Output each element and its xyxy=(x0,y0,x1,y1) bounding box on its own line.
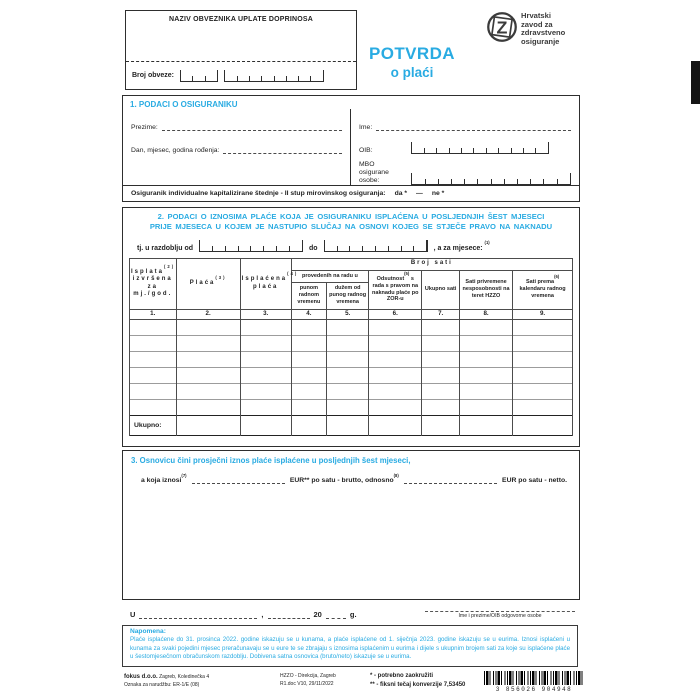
payer-name-box xyxy=(125,10,357,90)
payer-name-box-title: NAZIV OBVEZNIKA UPLATE DOPRINOSA xyxy=(168,16,314,23)
footnote-double-asterisk: ** - fiksni tečaj konverzije 7,53450 xyxy=(370,681,466,688)
footnote-8-marker: (8) xyxy=(393,472,399,478)
svg-text:Z: Z xyxy=(496,17,508,38)
ime-label: Ime: xyxy=(359,124,373,131)
mbo-label-line1: MBO xyxy=(359,161,375,168)
section-1-podaci-o-osiguraniku xyxy=(122,95,580,202)
printer-order-code: Oznaka za narudžbu: ER-1/E (08) xyxy=(124,682,200,688)
table-row xyxy=(130,335,573,351)
footnote-4-marker: (4) xyxy=(287,271,299,276)
logo-text-line: zdravstveno xyxy=(521,28,566,38)
col-number: 2. xyxy=(176,309,240,319)
kapitalizirana-stednja-row xyxy=(123,185,579,201)
table-row xyxy=(130,351,573,367)
col-placa-header: Plaća$^{(3)}$ xyxy=(176,258,240,309)
ukupno-row xyxy=(130,415,573,435)
section-2-heading xyxy=(123,208,579,233)
napomena-label: Napomena: xyxy=(130,628,166,635)
netto-blank-line xyxy=(404,475,497,484)
footnote-2-marker: (2) xyxy=(164,263,176,269)
razdoblje-row xyxy=(137,240,579,252)
section-1-left-column xyxy=(123,109,351,185)
razdoblje-od-field xyxy=(199,240,303,252)
napomena-text: Plaće isplaćene do 31. prosinca 2022. godine iskazuju se u kunama, a plaće isplaćene od 1. siječnja 2023. godine iskazuju se u eurima. Iznosi isplaćeni u kunama za svaki pojedini mjesec preračunavaju se u eure te se zbrajaju s iznosima isplaćenim u eurima i dijele s ukupnim brojem sati za koje su isplaćene plaće u šestomjesečnom obračunskom razdoblju. Dobivena satna osnovica (bruto/neto) iskazuje se u eurima. xyxy=(130,636,570,661)
signature-caption: Ime i prezime/OIB odgovorne osobe xyxy=(458,613,542,619)
broj-obveze-label: Broj obveze: xyxy=(132,72,175,79)
col-isplata-header: Isplata$^{(2)}$ izvršena za mj./god. xyxy=(130,258,177,309)
footnote-7-marker: (7) xyxy=(181,472,187,478)
col-ukupno-sati-header: Ukupno sati xyxy=(422,270,460,309)
section-1-right-column xyxy=(351,109,579,185)
col-number: 7. xyxy=(422,309,460,319)
printer-address: Zagreb, Koledinečka 4 xyxy=(159,674,210,680)
logo-text-line: zavod za xyxy=(521,19,553,29)
dob-blank-line xyxy=(223,145,342,154)
footer xyxy=(122,671,584,697)
broj-obveze-field-part2 xyxy=(224,70,324,82)
table-row xyxy=(130,383,573,399)
year-blank-line xyxy=(326,609,346,619)
section-1-heading: 1. PODACI O OSIGURANIKU xyxy=(130,100,238,109)
footnote-asterisk: * - potrebno zaokružiti xyxy=(370,673,433,679)
mjesto-datum-row xyxy=(130,602,575,619)
brutto-label: EUR** po satu - brutto, odnosno$^{(8)}$ xyxy=(289,472,399,484)
barcode xyxy=(484,671,584,693)
oib-field xyxy=(411,142,549,154)
col-duzem-header: dužem od punog radnog vremena xyxy=(327,282,369,309)
col-odsutnost-header: Odsutnost$^{(5)}$ s rada s pravom na naknadu plaće po ZOR-u xyxy=(369,270,422,309)
oib-label: OIB: xyxy=(359,147,373,154)
section-3-osnovica xyxy=(122,450,580,600)
iznos-prefix-label: a koja iznosi$^{(7)}$ xyxy=(141,472,187,484)
col-punom-header: punom radnom vremenu xyxy=(291,282,326,309)
col-sati-privremene-header: Sati privremene nesposobnosti na teret HZZO xyxy=(459,270,512,309)
razdoblje-suffix-label: , a za mjesece: $^{(1)}$ xyxy=(433,240,490,252)
col-number: 4. xyxy=(291,309,326,319)
section-2-heading-line2: PRIJE MJESECA U KOJEM JE NASTUPIO SLUČAJ NA OSNOVI KOJEG SE STJEČE PRAVO NA NAKNADU xyxy=(149,222,553,232)
form-version-info xyxy=(280,673,336,688)
napomena-box xyxy=(122,625,578,667)
printer-info xyxy=(124,673,209,690)
comma: , xyxy=(261,610,264,619)
col-number: 9. xyxy=(513,309,573,319)
signature-block xyxy=(425,602,575,619)
broj-obveze-row xyxy=(126,61,356,89)
stednja-label: Osiguranik individualne kapitalizirane štednje - II stup mirovinskog osiguranja: xyxy=(131,190,386,198)
razdoblje-do-field xyxy=(324,240,428,252)
ime-blank-line xyxy=(376,122,571,131)
year-prefix: 20 xyxy=(313,610,322,619)
section-3-heading: 3. Osnovicu čini prosječni iznos plaće isplaćene u posljednjih šest mjeseci, xyxy=(131,456,411,465)
table-row xyxy=(130,319,573,335)
document-title-line2: o plaći xyxy=(390,65,434,80)
netto-label: EUR po satu - netto. xyxy=(502,477,567,484)
placa-table xyxy=(129,258,573,436)
mjesto-prefix: U xyxy=(130,610,136,619)
col-number: 3. xyxy=(240,309,291,319)
logo-text-line: Hrvatski xyxy=(521,11,551,20)
form-issuer: HZZO - Direkcija, Zagreb xyxy=(280,673,336,679)
col-number: 6. xyxy=(369,309,422,319)
broj-obveze-field-part1 xyxy=(180,70,218,82)
ukupno-label: Ukupno: xyxy=(130,415,177,435)
datum-blank-line xyxy=(268,609,310,619)
brutto-blank-line xyxy=(192,475,285,484)
mbo-field xyxy=(411,173,571,185)
table-row xyxy=(130,399,573,415)
broj-sati-group-header: Broj sati xyxy=(291,258,572,270)
footnote-3-marker: (3) xyxy=(215,274,227,280)
dob-label: Dan, mjesec, godina rođenja: xyxy=(131,147,220,154)
document-title xyxy=(356,44,468,80)
hzzo-logo-icon xyxy=(486,11,518,43)
document-title-line1: POTVRDA xyxy=(369,44,455,63)
section-2-heading-line1: 2. PODACI O IZNOSIMA PLAĆE KOJA JE OSIGURANIKU ISPLAĆENA U POSLJEDNJIH ŠEST MJESECI xyxy=(157,212,545,221)
prezime-label: Prezime: xyxy=(131,124,158,131)
provedenih-group-header: provedenih na radu u xyxy=(291,270,369,282)
barcode-bars-icon xyxy=(484,671,584,685)
col-number: 8. xyxy=(459,309,512,319)
col-isplacena-placa-header: Isplaćena$^{(4)}$ plaća xyxy=(240,258,291,309)
footnote-5-marker: (5) xyxy=(404,270,410,276)
form-version: R1.doc V10, 29/11/2022 xyxy=(280,680,334,687)
mjesto-blank-line xyxy=(139,609,257,619)
footnote-6-marker: (6) xyxy=(554,274,560,280)
footnote-legend xyxy=(370,672,465,689)
signature-line xyxy=(425,602,575,612)
logo-text-line: osiguranje xyxy=(521,37,560,47)
iznos-row xyxy=(141,472,567,484)
col-number: 1. xyxy=(130,309,177,319)
da-option: da * xyxy=(394,190,408,198)
col-number: 5. xyxy=(327,309,369,319)
razdoblje-do-label: do xyxy=(309,244,318,252)
barcode-digits: 3 856026 904948 xyxy=(495,686,573,693)
mbo-label-line2: osigurane osobe: xyxy=(359,169,389,185)
prezime-blank-line xyxy=(162,122,342,131)
hzzo-logo-text xyxy=(521,12,565,47)
col-sati-prema-kalendaru-header: Sati prema$^{(6)}$ kalendaru radnog vremena xyxy=(513,270,573,309)
da-ne-dash: — xyxy=(416,190,423,198)
footnote-1-marker: (1) xyxy=(484,240,490,246)
table-row xyxy=(130,367,573,383)
print-registration-mark xyxy=(691,61,700,104)
razdoblje-prefix-label: tj. u razdoblju od xyxy=(137,244,193,252)
printer-name: fokus d.o.o. xyxy=(124,674,158,680)
payer-name-blank-area xyxy=(126,23,356,61)
year-suffix: g. xyxy=(349,610,357,619)
ne-option: ne * xyxy=(431,190,445,198)
mbo-label xyxy=(359,161,407,185)
section-2-podaci-o-iznosima-place xyxy=(122,207,580,447)
